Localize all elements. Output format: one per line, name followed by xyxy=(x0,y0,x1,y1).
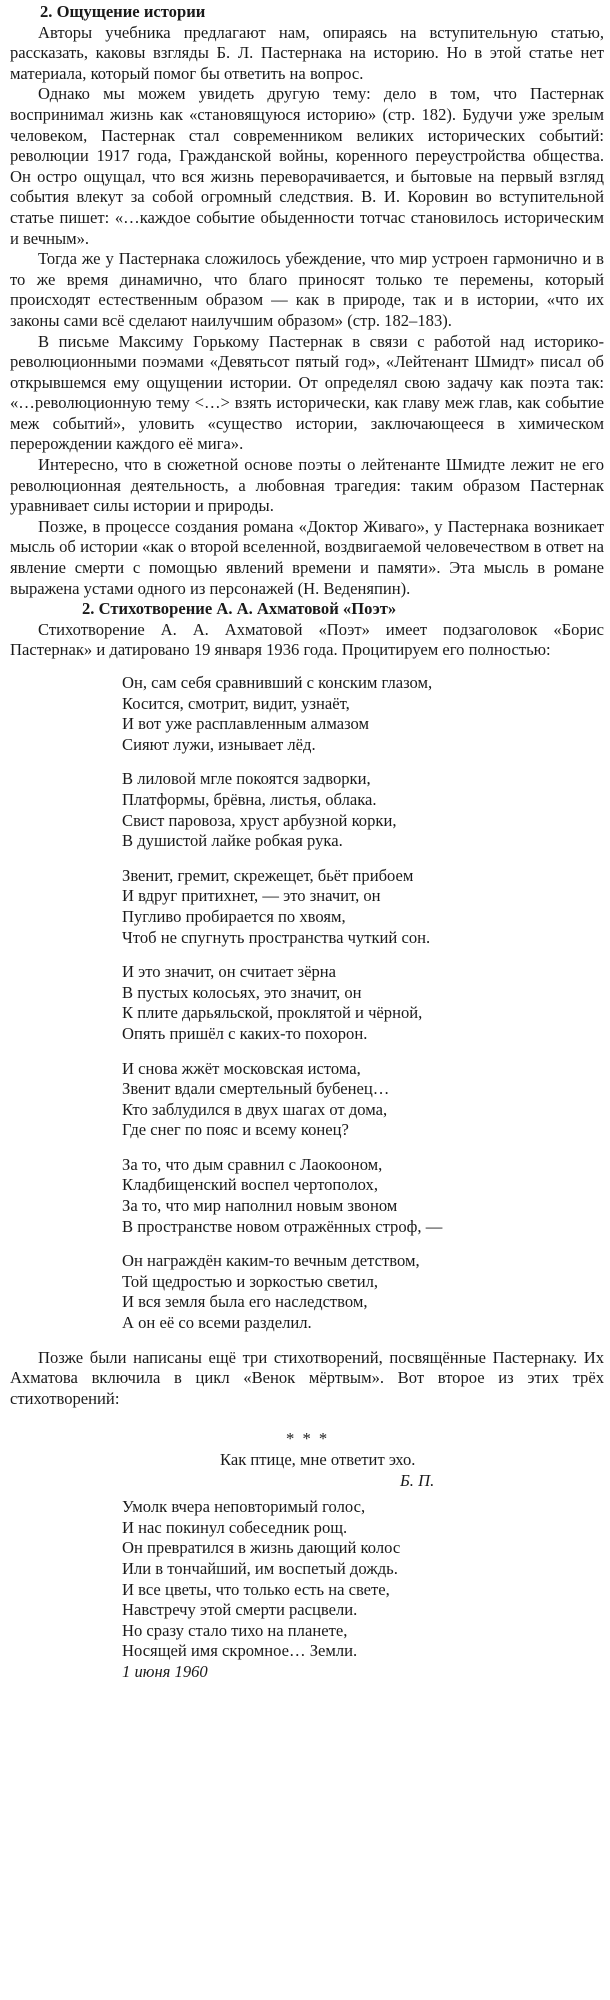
stanza xyxy=(122,962,604,1044)
poem-line: Свист паровоза, хруст арбузной корки, xyxy=(122,810,397,830)
paragraph: Интересно, что в сюжетной основе поэты о лейтенанте Шмидте лежит не его революционная деятельность, а любовная трагедия: таким образом Пастернак уравнивает силы истории и природы. xyxy=(10,455,604,516)
section-heading-poem: 2. Стихотворение А. А. Ахматовой «Поэт» xyxy=(82,599,397,619)
poem-line: Чтоб не спугнуть пространства чуткий сон. xyxy=(122,927,431,947)
stars-separator: * * * xyxy=(286,1429,330,1449)
poem-line: Звенит, гремит, скрежещет, бьёт прибоем xyxy=(122,865,414,885)
poem-line: Навстречу этой смерти расцвели. xyxy=(122,1600,358,1620)
stanza xyxy=(122,769,604,851)
poem-line: И вот уже расплавленным алмазом xyxy=(122,714,370,734)
poem-line: Или в тончайший, им воспетый дождь. xyxy=(122,1558,398,1578)
paragraph: В письме Максиму Горькому Пастернак в связи с работой над историко-революционными поэмами «Девятьсот пятый год», «Лейтенант Шмидт» писал об открывшемся ему ощущении истории. От определял свою задачу как поэта так: «…революционную тему <…> взять исторически, как главу меж глав, как событие меж событий», уловить «существо истории, заключающееся в химическом перерождении каждого её мига». xyxy=(10,331,604,454)
poem-second xyxy=(122,1497,604,1682)
poem-line: Кладбищенский воспел чертополох, xyxy=(122,1175,378,1195)
poem-line: В лиловой мгле покоятся задворки, xyxy=(122,769,371,789)
poem-line: И все цветы, что только есть на свете, xyxy=(122,1579,390,1599)
poem-line: В пространстве новом отражённых строф, — xyxy=(122,1216,443,1236)
paragraph: Позже, в процессе создания романа «Доктор Живаго», у Пастернака возникает мысль об истории «как о второй вселенной, воздвигаемой человечеством в ответ на явление смерти с помощью явлений времени и памяти». Эта мысль в романе выражена устами одного из персонажей (Н. Веденяпин). xyxy=(10,516,604,598)
poem-date: 1 июня 1960 xyxy=(122,1661,208,1681)
poem-line: За то, что дым сравнил с Лаокооном, xyxy=(122,1154,383,1174)
poem-line: Где снег по пояс и всему конец? xyxy=(122,1120,349,1140)
paragraph: Тогда же у Пастернака сложилось убеждение, что мир устроен гармонично и в то же время динамично, что благо приносят только те перемены, который происходят естественным образом — как в природе, так и в истории, «что их законы сами всё сделают наилучшим образом» (стр. 182–183). xyxy=(10,249,604,330)
stanza xyxy=(122,866,604,948)
poem-line: Звенит вдали смертельный бубенец… xyxy=(122,1079,390,1099)
poem-line: В душистой лайке робкая рука. xyxy=(122,831,343,851)
poem-intro: Стихотворение А. А. Ахматовой «Поэт» имеет подзаголовок «Борис Пастернак» и датировано 19 января 1936 года. Процитируем его полностью: xyxy=(10,619,604,660)
poem-line: И нас покинул собеседник рощ. xyxy=(122,1517,348,1537)
poem-line: И вся земля была его наследством, xyxy=(122,1292,368,1312)
poem-line: Он награждён каким-то вечным детством, xyxy=(122,1251,420,1271)
poem-line: Он, сам себя сравнивший с конским глазом, xyxy=(122,673,433,692)
poem-line: И снова жжёт московская истома, xyxy=(122,1058,361,1078)
poem-line: Умолк вчера неповторимый голос, xyxy=(122,1497,366,1517)
epigraph-author: Б. П. xyxy=(400,1470,435,1490)
poem-line: И это значит, он считает зёрна xyxy=(122,962,337,982)
poem-line: А он её со всеми разделил. xyxy=(122,1313,312,1333)
poem-line: Он превратился в жизнь дающий колос xyxy=(122,1538,401,1558)
stanza xyxy=(122,673,604,755)
poem-line: За то, что мир наполнил новым звоном xyxy=(122,1196,398,1216)
paragraph: Однако мы можем увидеть другую тему: дело в том, что Пастернак воспринимал жизнь как «становящуюся историю» (стр. 182). Будучи уже зрелым человеком, Пастернак стал современником великих исторических событий: революции 1917 года, Гражданской войны, коренного переустройства общества. Он остро ощущал, что вся жизнь переворачивается, и бытовые на первый взгляд события влекут за собой огромный следствия. В. И. Коровин во вступительной статье пишет: «…каждое событие обыденности тотчас становилось историческим и вечным». xyxy=(10,84,604,248)
poem-line: Кто заблудился в двух шагах от дома, xyxy=(122,1099,388,1119)
stanza xyxy=(122,1059,604,1141)
poem-line: В пустых колосьях, это значит, он xyxy=(122,982,362,1002)
poem-line: Косится, смотрит, видит, узнаёт, xyxy=(122,693,350,713)
poem-line: Сияют лужи, изнывает лёд. xyxy=(122,734,316,754)
poem-poet xyxy=(122,673,604,1334)
poem-line: Той щедростью и зоркостью светил, xyxy=(122,1271,379,1291)
poem-line: К плите дарьяльской, проклятой и чёрной, xyxy=(122,1003,423,1023)
poem-line: Носящей имя скромное… Земли. xyxy=(122,1641,358,1661)
paragraph-after-poem: Позже были написаны ещё три стихотворений, посвящённые Пастернаку. Их Ахматова включила в цикл «Венок мёртвым». Вот второе из этих трёх стихотворений: xyxy=(10,1347,604,1408)
poem-line: Опять пришёл с каких-то похорон. xyxy=(122,1023,368,1043)
poem-line: Платформы, брёвна, листья, облака. xyxy=(122,789,377,809)
stanza xyxy=(122,1251,604,1333)
section-heading-history: 2. Ощущение истории xyxy=(40,2,206,21)
poem-line: Но сразу стало тихо на планете, xyxy=(122,1620,348,1640)
poem-line: И вдруг притихнет, — это значит, он xyxy=(122,886,381,906)
stanza xyxy=(122,1155,604,1237)
poem-line: Пугливо пробирается по хвоям, xyxy=(122,906,346,926)
epigraph: Как птице, мне ответит эхо. xyxy=(220,1450,416,1469)
paragraph: Авторы учебника предлагают нам, опираясь на вступительную статью, рассказать, каковы взгляды Б. Л. Пастернака на историю. Но в этой статье нет материала, который помог бы ответить на вопрос. xyxy=(10,22,604,83)
